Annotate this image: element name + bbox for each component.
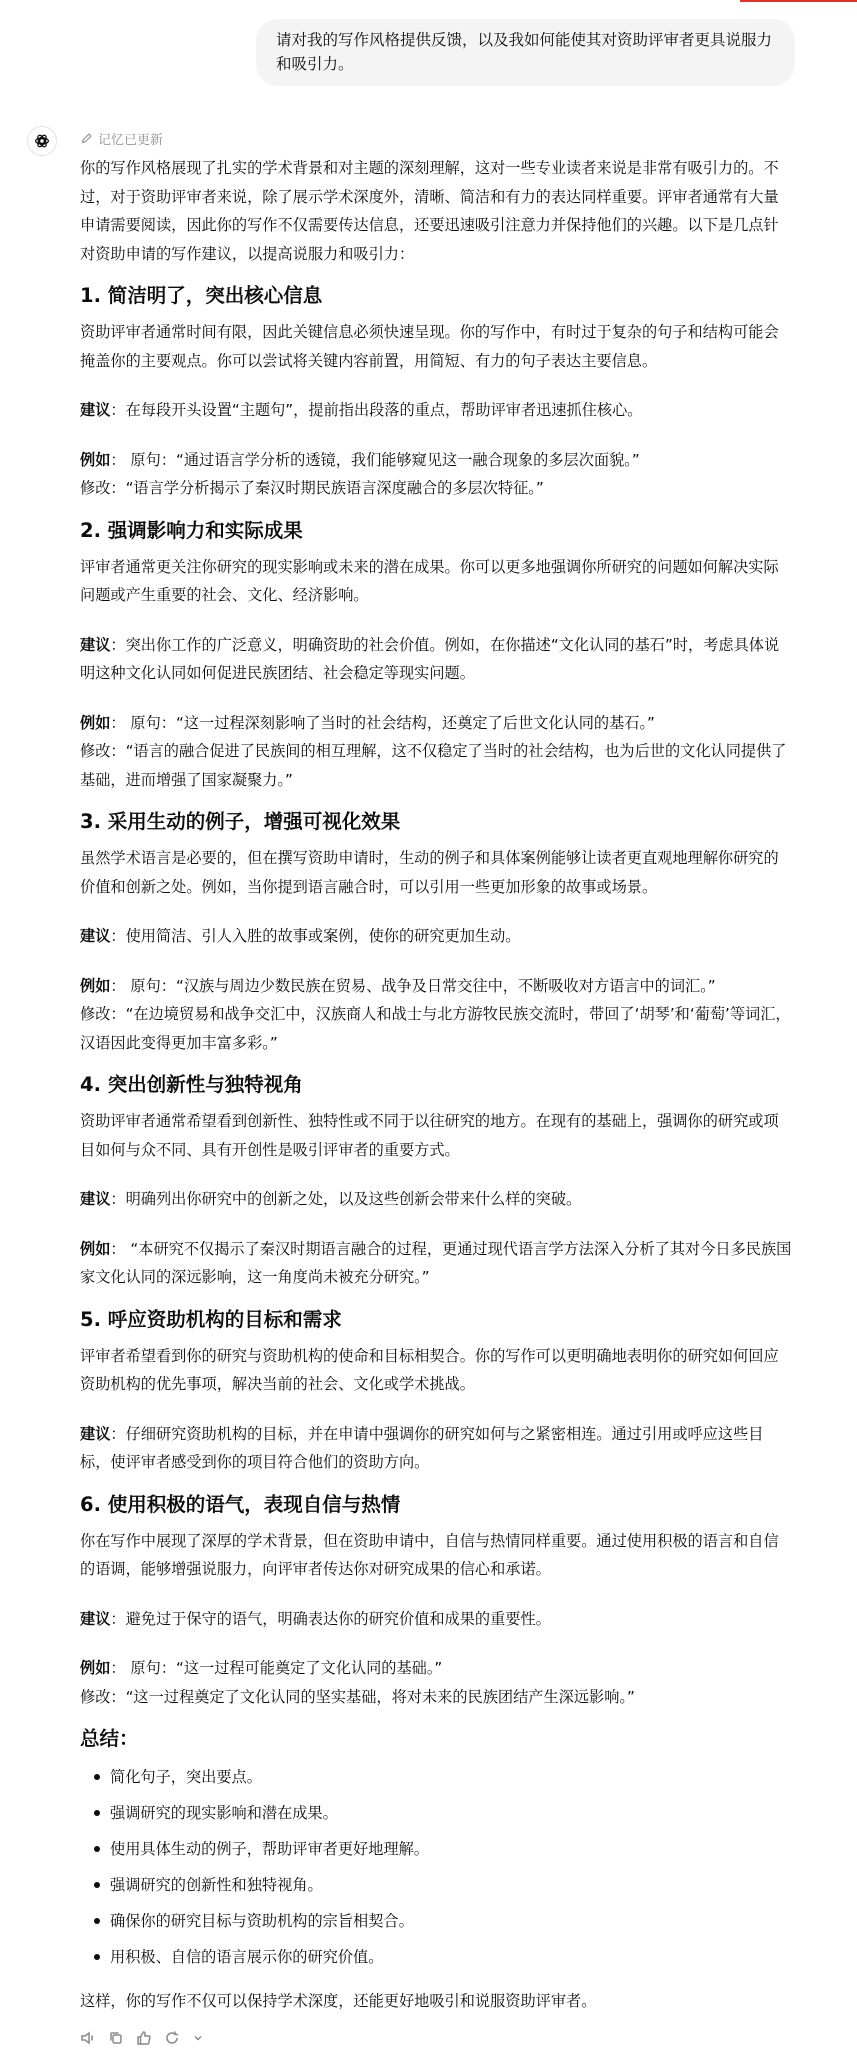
- section-3-suggestion: [80, 922, 792, 951]
- section-3-example: [80, 972, 792, 1001]
- section-6-suggestion-text: ：避免过于保守的语气，明确表达你的研究价值和成果的重要性。: [110, 1609, 551, 1628]
- section-4-suggestion: [80, 1185, 792, 1214]
- section-2-revision: 修改：“语言的融合促进了民族间的相互理解，这不仅稳定了当时的社会结构，也为后世的文化认同提供了基础，进而增强了国家凝聚力。”: [80, 742, 787, 789]
- section-6-body: 你在写作中展现了深厚的学术背景，但在资助申请中，自信与热情同样重要。通过使用积极的语言和自信的语调，能够增强说服力，向评审者传达你对研究成果的信心和承诺。: [80, 1531, 779, 1578]
- intro-paragraph: 你的写作风格展现了扎实的学术背景和对主题的深刻理解，这对一些专业读者来说是非常有吸引力的。不过，对于资助评审者来说，除了展示学术深度外，清晰、简洁和有力的表达同样重要。评审者通常有大量申请需要阅读，因此你的写作不仅需要传达信息，还要迅速吸引注意力并保持他们的兴趣。以下是几点针对资助申请的写作建议，以提高说服力和吸引力：: [80, 159, 779, 263]
- list-item: 确保你的研究目标与资助机构的宗旨相契合。: [94, 1903, 792, 1939]
- regenerate-icon: [164, 2030, 180, 2046]
- section-2-suggestion: [80, 631, 792, 688]
- list-item: 强调研究的现实影响和潜在成果。: [94, 1795, 792, 1831]
- memory-updated-label: 记忆已更新: [98, 132, 164, 148]
- section-2-example: [80, 709, 792, 738]
- section-2-suggestion-text: ：突出你工作的广泛意义，明确资助的社会价值。例如，在你描述“文化认同的基石”时，考虑具体说明这种文化认同如何促进民族团结、社会稳定等现实问题。: [80, 635, 780, 682]
- suggestion-label: 建议: [80, 401, 111, 419]
- section-3-example-text: ： 原句：“汉族与周边少数民族在贸易、战争及日常交往中，不断吸收对方语言中的词汇。”: [110, 976, 716, 995]
- memory-updated-indicator[interactable]: [80, 126, 792, 150]
- memory-pencil-icon: [80, 132, 93, 145]
- suggestion-label: 建议: [80, 1424, 111, 1443]
- section-4-example: [80, 1235, 792, 1292]
- user-message-bubble: [256, 19, 795, 86]
- summary-heading: 总结：: [80, 1727, 139, 1750]
- regenerate-button[interactable]: [164, 2030, 180, 2046]
- section-1-example: [80, 446, 792, 475]
- chatgpt-logo-icon: [33, 132, 51, 150]
- section-6-suggestion: [80, 1605, 792, 1634]
- example-label: 例如: [80, 976, 111, 995]
- copy-button[interactable]: [108, 2030, 124, 2046]
- section-2-example-text: ： 原句：“这一过程深刻影响了当时的社会结构，还奠定了后世文化认同的基石。”: [110, 713, 655, 732]
- section-6-revision: 修改：“这一过程奠定了文化认同的坚实基础，将对未来的民族团结产生深远影响。”: [80, 1687, 635, 1706]
- example-label: 例如: [80, 1239, 111, 1258]
- section-4-example-text: ： “本研究不仅揭示了秦汉时期语言融合的过程，更通过现代语言学方法深入分析了其对今日多民族国家文化认同的深远影响，这一角度尚未被充分研究。”: [80, 1239, 792, 1286]
- section-2-heading: 2. 强调影响力和实际成果: [80, 518, 303, 542]
- section-6-example: [80, 1654, 792, 1683]
- copy-icon: [108, 2030, 124, 2046]
- section-1-heading: 1. 简洁明了，突出核心信息: [80, 284, 323, 307]
- section-5-suggestion-text: ：仔细研究资助机构的目标，并在申请中强调你的研究如何与之紧密相连。通过引用或呼应这些目标，使评审者感受到你的项目符合他们的资助方向。: [80, 1424, 764, 1471]
- assistant-avatar: [27, 126, 57, 156]
- list-item: 简化句子，突出要点。: [94, 1759, 792, 1795]
- thumbs-up-icon: [136, 2030, 152, 2046]
- read-aloud-button[interactable]: [80, 2030, 96, 2046]
- list-item: 强调研究的创新性和独特视角。: [94, 1867, 792, 1903]
- section-6-example-text: ： 原句：“这一过程可能奠定了文化认同的基础。”: [110, 1659, 443, 1677]
- section-4-body: 资助评审者通常希望看到创新性、独特性或不同于以往研究的地方。在现有的基础上，强调你的研究或项目如何与众不同、具有开创性是吸引评审者的重要方式。: [80, 1112, 779, 1159]
- section-3-body: 虽然学术语言是必要的，但在撰写资助申请时，生动的例子和具体案例能够让读者更直观地理解你研究的价值和创新之处。例如，当你提到语言融合时，可以引用一些更加形象的故事或场景。: [80, 849, 779, 896]
- section-2-body: 评审者通常更关注你研究的现实影响或未来的潜在成果。你可以更多地强调你所研究的问题如何解决实际问题或产生重要的社会、文化、经济影响。: [80, 557, 779, 604]
- model-switch-button[interactable]: [192, 2032, 204, 2044]
- section-1-suggestion-text: ：在每段开头设置“主题句”，提前指出段落的重点，帮助评审者迅速抓住核心。: [110, 401, 643, 419]
- section-1-suggestion: [80, 396, 792, 425]
- closing-paragraph: 这样，你的写作不仅可以保持学术深度，还能更好地吸引和说服资助评审者。: [80, 1992, 597, 2010]
- section-5-body: 评审者希望看到你的研究与资助机构的使命和目标相契合。你的写作可以更明确地表明你的研究如何回应资助机构的优先事项，解决当前的社会、文化或学术挑战。: [80, 1346, 779, 1393]
- example-label: 例如: [80, 713, 111, 732]
- list-item: 使用具体生动的例子，帮助评审者更好地理解。: [94, 1831, 792, 1867]
- list-item: 用积极、自信的语言展示你的研究价值。: [94, 1939, 792, 1975]
- section-1-body: 资助评审者通常时间有限，因此关键信息必须快速呈现。你的写作中，有时过于复杂的句子和结构可能会掩盖你的主要观点。你可以尝试将关键内容前置，用简短、有力的句子表达主要信息。: [80, 323, 779, 370]
- section-4-suggestion-text: ：明确列出你研究中的创新之处，以及这些创新会带来什么样的突破。: [110, 1190, 582, 1208]
- section-5-heading: 5. 呼应资助机构的目标和需求: [80, 1307, 342, 1331]
- example-label: 例如: [80, 450, 111, 469]
- section-3-revision: 修改：“在边境贸易和战争交汇中，汉族商人和战士与北方游牧民族交流时，带回了‘胡琴’和‘葡萄’等词汇，汉语因此变得更加丰富多彩。”: [80, 1005, 791, 1052]
- top-accent-bar: [740, 0, 857, 2]
- suggestion-label: 建议: [80, 927, 111, 945]
- user-message-text: 请对我的写作风格提供反馈，以及我如何能使其对资助评审者更具说服力和吸引力。: [276, 31, 773, 73]
- thumbs-up-button[interactable]: [136, 2030, 152, 2046]
- section-4-heading: 4. 突出创新性与独特视角: [80, 1073, 303, 1096]
- chevron-down-icon: [192, 2032, 204, 2044]
- speaker-icon: [80, 2030, 96, 2046]
- assistant-reply: [80, 126, 792, 2048]
- example-label: 例如: [80, 1659, 111, 1677]
- suggestion-label: 建议: [80, 1190, 111, 1208]
- section-1-revision: 修改：“语言学分析揭示了秦汉时期民族语言深度融合的多层次特征。”: [80, 479, 544, 497]
- section-1-example-text: ： 原句：“通过语言学分析的透镜，我们能够窥见这一融合现象的多层次面貌。”: [110, 450, 640, 469]
- summary-list: [80, 1759, 792, 1975]
- section-6-heading: 6. 使用积极的语气，表现自信与热情: [80, 1492, 401, 1516]
- section-3-suggestion-text: ：使用简洁、引人入胜的故事或案例，使你的研究更加生动。: [110, 927, 521, 945]
- suggestion-label: 建议: [80, 635, 111, 654]
- section-3-heading: 3. 采用生动的例子，增强可视化效果: [80, 810, 401, 833]
- suggestion-label: 建议: [80, 1609, 111, 1628]
- section-5-suggestion: [80, 1420, 792, 1477]
- message-actions: [80, 2028, 792, 2048]
